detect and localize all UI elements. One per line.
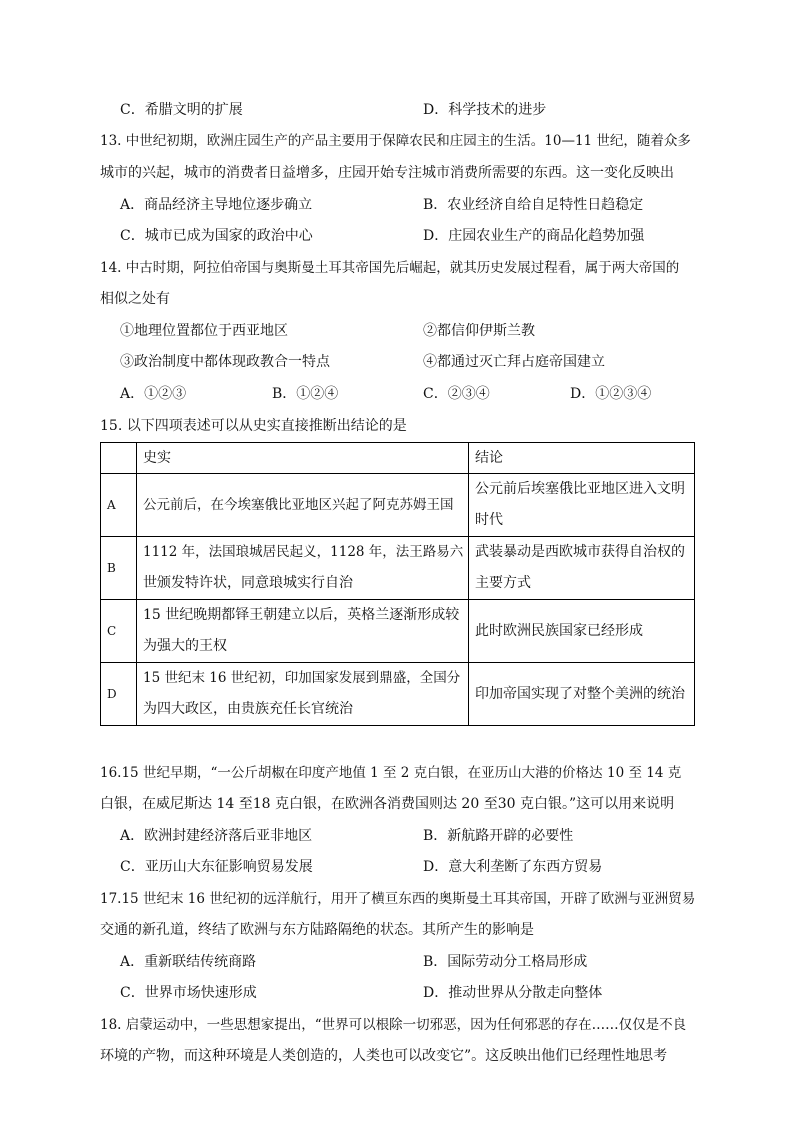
- row-conclusion: [469, 663, 695, 726]
- q18-stem-line-2: 环境的产物，而这种环境是人类创造的，人类也可以改变它”。这反映出他们已经理性地思考: [100, 1048, 668, 1064]
- header-label-cell: [101, 443, 137, 474]
- q13-stem-line-1: 13. 中世纪初期，欧洲庄园生产的产品主要用于保障农民和庄园主的生活。10—11 世纪，随着众多: [100, 133, 691, 149]
- q15-evidence-table: [100, 442, 695, 726]
- q14-option-a: A．①②③: [120, 386, 187, 402]
- q17-option-d: D．推动世界从分散走向整体: [423, 985, 603, 1001]
- table-row: [101, 537, 695, 600]
- q14-option-b: B．①②④: [272, 386, 339, 402]
- row-label: D: [101, 663, 137, 726]
- q14-option-d: D．①②③④: [570, 386, 652, 402]
- row-fact-line-1: 15 世纪晚期都铎王朝建立以后，英格兰逐渐形成较: [143, 607, 460, 623]
- q14-item-1: ①地理位置都位于西亚地区: [120, 323, 288, 339]
- q17-stem-line-1: 17.15 世纪末 16 世纪初的远洋航行，用开了横亘东西的奥斯曼土耳其帝国，开辟了欧洲与亚洲贸易: [100, 891, 696, 907]
- row-fact-line-1: 15 世纪末 16 世纪初，印加国家发展到鼎盛，全国分: [143, 670, 461, 686]
- table-row: [101, 600, 695, 663]
- row-conclusion: [469, 537, 695, 600]
- q13-option-a: A．商品经济主导地位逐步确立: [120, 197, 313, 213]
- row-conclusion: [469, 600, 695, 663]
- q14-option-c: C．②③④: [423, 386, 490, 402]
- row-fact-line-1: 1112 年，法国琅城居民起义，1128 年，法王路易六: [143, 544, 464, 560]
- q14-item-3: ③政治制度中都体现政教合一特点: [120, 354, 330, 370]
- table-header-row: [101, 443, 695, 474]
- q13-option-d: D．庄园农业生产的商品化趋势加强: [423, 228, 645, 244]
- row-fact: [137, 600, 469, 663]
- row-label: B: [101, 537, 137, 600]
- row-fact: [137, 474, 469, 537]
- row-conclusion-line-1: 此时欧洲民族国家已经形成: [475, 622, 643, 639]
- row-label: A: [101, 474, 137, 537]
- q13-option-c: C．城市已成为国家的政治中心: [120, 228, 313, 244]
- table-row: [101, 663, 695, 726]
- row-conclusion-line-2: 时代: [475, 512, 503, 528]
- q16-stem-line-1: 16.15 世纪早期，“一公斤胡椒在印度产地值 1 至 2 克白银，在亚历山大港的价格达 10 至 14 克: [100, 765, 682, 781]
- row-conclusion-line-1: 印加帝国实现了对整个美洲的统治: [475, 685, 685, 702]
- q16-option-d: D．意大利垄断了东西方贸易: [423, 859, 603, 875]
- q17-option-a: A．重新联结传统商路: [120, 954, 257, 970]
- row-conclusion-line-1: 公元前后埃塞俄比亚地区进入文明: [475, 481, 685, 497]
- row-fact-line-2: 世颁发特许状，同意琅城实行自治: [143, 575, 353, 591]
- q17-option-b: B．国际劳动分工格局形成: [423, 954, 588, 970]
- row-fact-line-2: 为强大的王权: [143, 638, 227, 654]
- row-conclusion-line-2: 主要方式: [475, 575, 531, 591]
- q17-option-c: C．世界市场快速形成: [120, 985, 257, 1001]
- header-conclusion-cell: 结论: [469, 443, 695, 474]
- q13-stem-line-2: 城市的兴起，城市的消费者日益增多，庄园开始专注城市消费所需要的东西。这一变化反映出: [100, 165, 674, 181]
- row-conclusion: [469, 474, 695, 537]
- q15-stem: 15. 以下四项表述可以从史实直接推断出结论的是: [100, 418, 407, 434]
- q14-stem-line-2: 相似之处有: [100, 291, 170, 307]
- q14-stem-line-1: 14. 中古时期，阿拉伯帝国与奥斯曼土耳其帝国先后崛起，就其历史发展过程看，属于两大帝国的: [100, 260, 680, 276]
- header-fact-cell: 史实: [137, 443, 469, 474]
- q16-option-c: C．亚历山大东征影响贸易发展: [120, 859, 313, 875]
- q12-option-c: C．希腊文明的扩展: [120, 102, 243, 118]
- q16-stem-line-2: 白银，在威尼斯达 14 至18 克白银，在欧洲各消费国则达 20 至30 克白银。”这可以用来说明: [100, 796, 675, 812]
- row-fact-line-2: 为四大政区，由贵族充任长官统治: [143, 701, 353, 717]
- row-conclusion-line-1: 武装暴动是西欧城市获得自治权的: [475, 544, 685, 560]
- row-label: C: [101, 600, 137, 663]
- q14-item-2: ②都信仰伊斯兰教: [423, 323, 535, 339]
- q13-option-b: B．农业经济自给自足特性日趋稳定: [423, 197, 644, 213]
- q12-option-d: D．科学技术的进步: [423, 102, 547, 118]
- q17-stem-line-2: 交通的新孔道，终结了欧洲与东方陆路隔绝的状态。其所产生的影响是: [100, 922, 534, 938]
- q16-option-a: A．欧洲封建经济落后亚非地区: [120, 828, 313, 844]
- row-fact: [137, 663, 469, 726]
- q16-option-b: B．新航路开辟的必要性: [423, 828, 574, 844]
- table-row: [101, 474, 695, 537]
- q18-stem-line-1: 18. 启蒙运动中，一些思想家提出，“世界可以根除一切邪恶，因为任何邪恶的存在……仅仅是不良: [100, 1017, 687, 1033]
- row-fact: [137, 537, 469, 600]
- q14-item-4: ④都通过灭亡拜占庭帝国建立: [423, 354, 605, 370]
- row-fact-line-1: 公元前后，在今埃塞俄比亚地区兴起了阿克苏姆王国: [143, 496, 454, 513]
